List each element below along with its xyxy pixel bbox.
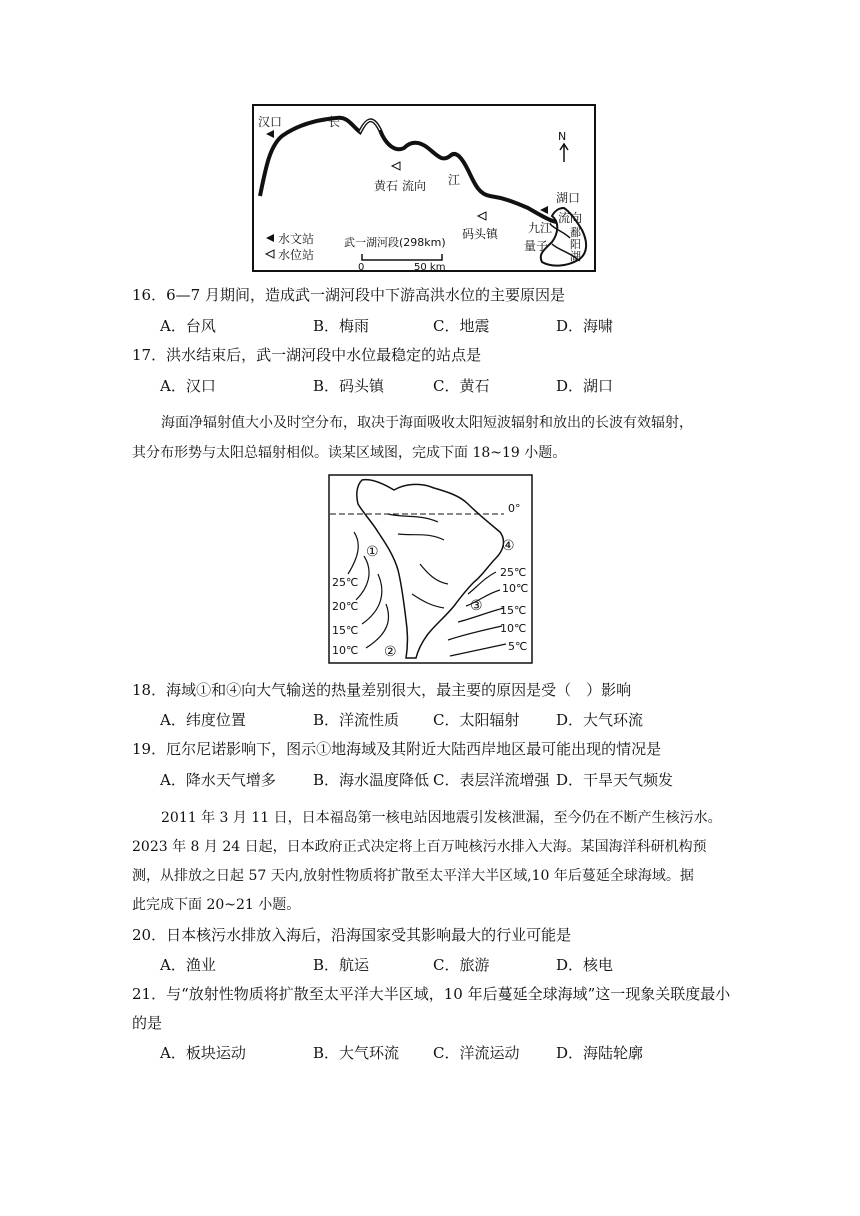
label-jiujiang: 九江 [528, 221, 553, 235]
label-poyang-1: 鄱 [570, 226, 581, 239]
question-19-stem: 19．厄尔尼诺影响下，图示①地海域及其附近大陆西岸地区最可能出现的情况是 [132, 740, 662, 758]
label-circle-2: ② [384, 644, 397, 660]
q20-option-a[interactable]: A．渔业 [160, 956, 216, 974]
passage-3-line-2: 2023 年 8 月 24 日起，日本政府正式决定将上百万吨核污水排入大海。某国海洋科研机构预 [132, 839, 707, 855]
isotherm-w-15: 15℃ [332, 624, 359, 637]
q21-option-c[interactable]: C．洋流运动 [433, 1044, 520, 1062]
label-hukou: 湖口 [556, 191, 581, 205]
q21-option-b[interactable]: B．大气环流 [313, 1044, 400, 1062]
isotherm-w-25: 25℃ [332, 576, 359, 589]
equator-label: 0° [508, 502, 521, 515]
q16-option-c[interactable]: C．地震 [433, 317, 490, 335]
label-circle-1: ① [366, 544, 379, 560]
question-16-stem: 16．6—7 月期间，造成武一湖河段中下游高洪水位的主要原因是 [132, 286, 565, 304]
north-label: N [558, 130, 567, 143]
q19-option-c[interactable]: C．表层洋流增强 [433, 771, 550, 789]
legend-hydro: 水文站 [278, 232, 315, 246]
south-america-map [328, 474, 533, 664]
isotherm-e-5: 5℃ [508, 640, 528, 653]
q19-option-d[interactable]: D．干旱天气频发 [556, 771, 674, 789]
q17-option-d[interactable]: D．湖口 [556, 377, 614, 395]
q20-option-b[interactable]: B．航运 [313, 956, 370, 974]
question-20-stem: 20．日本核污水排放入海后，沿海国家受其影响最大的行业可能是 [132, 926, 572, 944]
isotherm-e-25: 25℃ [500, 566, 527, 579]
label-circle-4: ④ [502, 538, 515, 554]
passage-3-line-3: 测，从排放之日起 57 天内,放射性物质将扩散至太平洋大半区域,10 年后蔓延全球海域。据 [132, 868, 694, 884]
label-liangzi: 量子 [524, 239, 549, 253]
label-liuxiang-1: 流向 [402, 179, 427, 193]
q19-option-b[interactable]: B．海水温度降低 [313, 771, 430, 789]
q17-option-c[interactable]: C．黄石 [433, 377, 490, 395]
scale-0: 0 [358, 262, 365, 272]
q21-option-d[interactable]: D．海陆轮廓 [556, 1044, 644, 1062]
label-jiang: 江 [448, 173, 461, 187]
label-huangshi: 黄石 [374, 179, 399, 193]
isotherm-w-10: 10℃ [332, 644, 359, 657]
question-21-stem-2: 的是 [132, 1014, 163, 1032]
isotherm-e-10a: 10℃ [502, 582, 529, 595]
passage-2-line-2: 其分布形势与太阳总辐射相似。读某区域图，完成下面 18~19 小题。 [132, 445, 567, 461]
label-matouzhen: 码头镇 [462, 227, 499, 241]
q18-option-c[interactable]: C．太阳辐射 [433, 711, 520, 729]
passage-3-line-4: 此完成下面 20~21 小题。 [132, 897, 301, 913]
q16-option-b[interactable]: B．梅雨 [313, 317, 370, 335]
scale-50: 50 km [414, 262, 446, 272]
q18-option-b[interactable]: B．洋流性质 [313, 711, 400, 729]
question-18-stem: 18．海域①和④向大气输送的热量差别很大，最主要的原因是受（ ）影响 [132, 681, 632, 699]
q17-option-b[interactable]: B．码头镇 [313, 377, 385, 395]
legend-level: 水位站 [278, 248, 315, 262]
q18-option-a[interactable]: A．纬度位置 [160, 711, 246, 729]
label-liuxiang-2: 流向 [558, 211, 583, 225]
label-poyang-2: 阳 [570, 238, 581, 251]
q16-option-a[interactable]: A．台风 [160, 317, 216, 335]
label-hankou: 汉口 [258, 115, 283, 129]
question-17-stem: 17．洪水结束后，武一湖河段中水位最稳定的站点是 [132, 346, 482, 364]
yangtze-river-map [252, 104, 596, 272]
q18-option-d[interactable]: D．大气环流 [556, 711, 644, 729]
q20-option-d[interactable]: D．核电 [556, 956, 614, 974]
passage-3-line-1: 2011 年 3 月 11 日，日本福岛第一核电站因地震引发核泄漏，至今仍在不断产生核污水。 [161, 810, 722, 826]
segment-label: 武一湖河段(298km) [344, 236, 446, 249]
label-poyang-3: 湖 [570, 250, 581, 263]
label-chang: 长 [328, 115, 341, 129]
q16-option-d[interactable]: D．海啸 [556, 317, 614, 335]
label-circle-3: ③ [470, 598, 483, 614]
isotherm-e-10b: 10℃ [500, 622, 527, 635]
isotherm-e-15: 15℃ [500, 604, 527, 617]
q17-option-a[interactable]: A．汉口 [160, 377, 216, 395]
passage-2-line-1: 海面净辐射值大小及时空分布，取决于海面吸收太阳短波辐射和放出的长波有效辐射， [161, 415, 693, 431]
isotherm-w-20: 20℃ [332, 600, 359, 613]
q20-option-c[interactable]: C．旅游 [433, 956, 490, 974]
q21-option-a[interactable]: A．板块运动 [160, 1044, 246, 1062]
q19-option-a[interactable]: A．降水天气增多 [160, 771, 276, 789]
question-21-stem-1: 21．与“放射性物质将扩散至太平洋大半区域，10 年后蔓延全球海域”这一现象关联度最小 [132, 985, 731, 1003]
